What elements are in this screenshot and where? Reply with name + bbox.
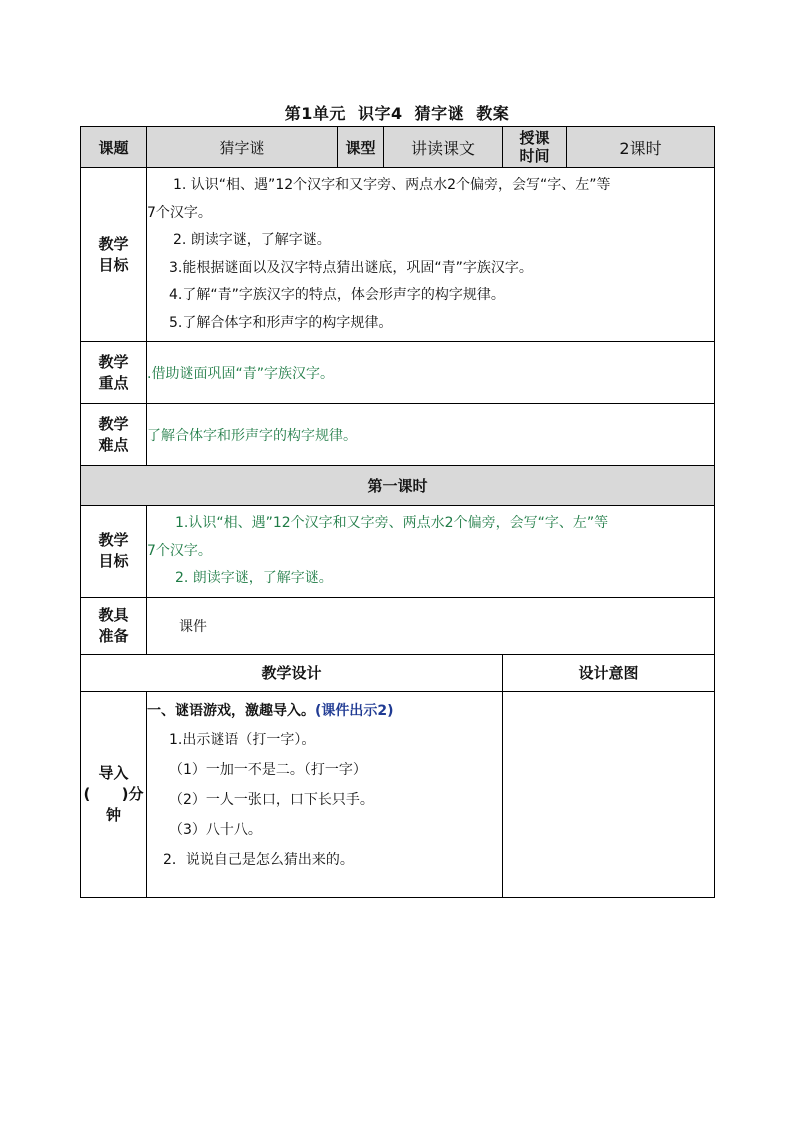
goal-item: 1. 认识“相、遇”12个汉字和又字旁、两点水2个偏旁，会写“字、左”等 — [173, 177, 611, 193]
first-period-row — [81, 466, 715, 506]
difficulties-label-line-1: 教学 — [98, 414, 129, 433]
period-goals-label-line-2: 目标 — [98, 552, 129, 571]
intro-row — [81, 691, 715, 897]
intro-content — [147, 691, 503, 897]
topic-label: 课题 — [81, 127, 147, 168]
intro-label-line-3: 钟 — [105, 805, 121, 824]
type-label: 课型 — [338, 127, 384, 168]
goal-item: 7个汉字。 — [147, 204, 212, 221]
time-label-line-1: 授课 — [519, 129, 550, 147]
type-value: 讲读课文 — [384, 127, 503, 168]
time-value: 2课时 — [567, 127, 715, 168]
section-title-text: 一、谜语游戏，激趣导入。 — [147, 702, 315, 719]
goals-label-line-1: 教学 — [98, 234, 129, 253]
goal-item: 5.了解合体字和形声字的构字规律。 — [169, 314, 393, 331]
key-points-row — [81, 342, 715, 404]
difficulties-label — [81, 404, 147, 466]
tools-label — [81, 597, 147, 654]
design-column-header: 教学设计 — [81, 654, 503, 691]
key-points-label — [81, 342, 147, 404]
difficulties-label-line-2: 难点 — [98, 435, 129, 454]
intent-column-header: 设计意图 — [503, 654, 715, 691]
title-lesson: 识字4 — [357, 104, 403, 123]
goals-label — [81, 168, 147, 342]
tools-row — [81, 597, 715, 654]
title-name: 猜字谜 — [414, 104, 465, 123]
intro-label-line-1: 导入 — [98, 763, 129, 782]
key-points-text: .借助谜面巩固“青”字族汉字。 — [147, 342, 715, 404]
intent-content — [503, 691, 715, 897]
section-note: (课件出示2) — [315, 702, 394, 719]
tools-value: 课件 — [147, 597, 715, 654]
intro-line: 2．说说自己是怎么猜出来的。 — [163, 852, 354, 868]
period-goals-label-line-1: 教学 — [98, 531, 129, 550]
difficulties-row — [81, 404, 715, 466]
lesson-plan-table — [80, 126, 715, 898]
intro-label — [81, 691, 147, 897]
time-label — [503, 127, 567, 168]
key-points-label-line-2: 重点 — [98, 373, 129, 392]
period-goal-item: 7个汉字。 — [147, 542, 212, 559]
goal-item: 3.能根据谜面以及汉字特点猜出谜底，巩固“青”字族汉字。 — [169, 259, 533, 276]
goal-item: 4.了解“青”字族汉字的特点，体会形声字的构字规律。 — [169, 287, 505, 303]
goals-row — [81, 168, 715, 342]
goals-content — [147, 168, 715, 342]
intro-line: （1）一加一不是二。（打一字） — [169, 762, 367, 778]
goals-label-line-2: 目标 — [98, 255, 129, 274]
intro-line: （2）一人一张口，口下长只手。 — [169, 792, 374, 808]
tools-label-line-2: 准备 — [98, 626, 129, 645]
intro-line: 1.出示谜语（打一字）。 — [169, 732, 316, 748]
header-row — [81, 127, 715, 168]
design-header-row — [81, 654, 715, 691]
period-goals-row — [81, 506, 715, 598]
topic-value: 猜字谜 — [147, 127, 338, 168]
title-kind: 教案 — [476, 104, 510, 123]
goal-item: 2. 朗读字谜，了解字谜。 — [173, 232, 331, 248]
document-title — [0, 101, 794, 124]
key-points-label-line-1: 教学 — [98, 352, 129, 371]
intro-section-title — [147, 698, 502, 726]
title-unit: 第1单元 — [284, 104, 346, 123]
period-goal-item: 1.认识“相、遇”12个汉字和又字旁、两点水2个偏旁，会写“字、左”等 — [175, 515, 609, 531]
first-period-heading: 第一课时 — [81, 466, 715, 506]
time-label-line-2: 时间 — [519, 147, 550, 165]
tools-label-line-1: 教具 — [98, 605, 129, 624]
period-goal-item: 2. 朗读字谜，了解字谜。 — [175, 570, 333, 586]
difficulties-text: 了解合体字和形声字的构字规律。 — [147, 404, 715, 466]
period-goals-content — [147, 506, 715, 598]
intro-line: （3）八十八。 — [169, 822, 262, 838]
period-goals-label — [81, 506, 147, 598]
intro-label-line-2: ( )分 — [83, 784, 144, 803]
